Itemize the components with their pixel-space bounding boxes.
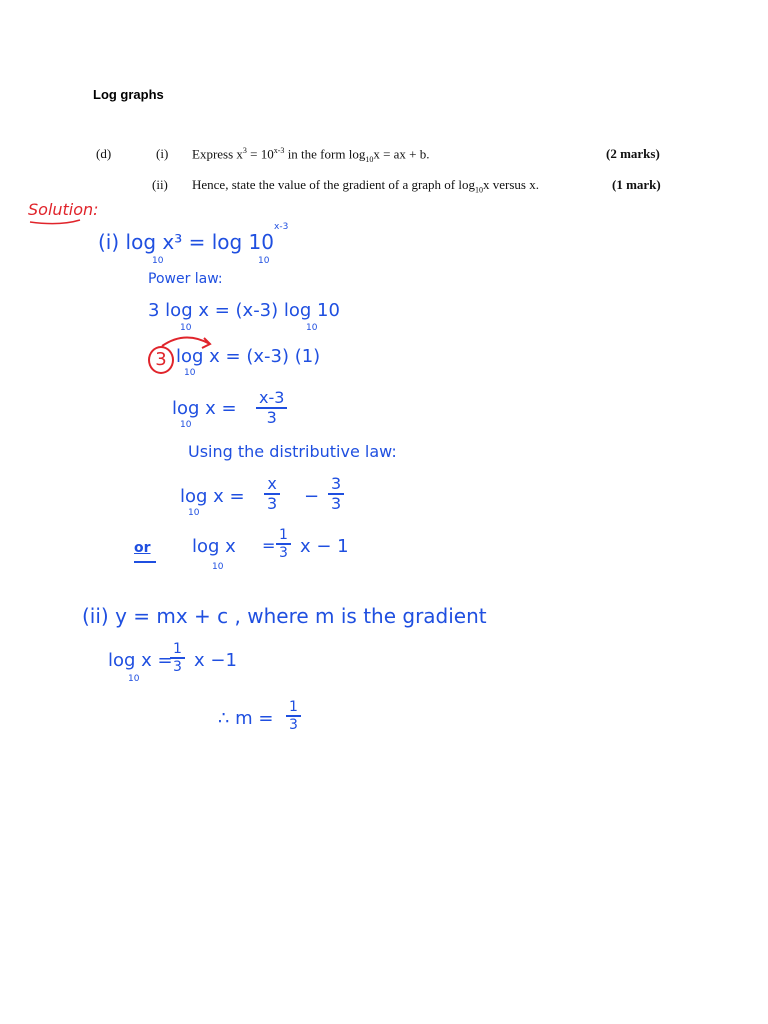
question-ii-label: (ii) <box>152 177 168 192</box>
arrow-curve-stroke <box>162 337 210 346</box>
work-line-3-sub: 10 <box>184 368 196 378</box>
work-line-4-fraction: $\frac{x-3}{3}$ <box>256 390 287 426</box>
work-line-2-sub-b: 10 <box>306 323 318 333</box>
work-line-6-sub: 10 <box>212 562 224 572</box>
work-line-1: (i) log x³ = log 10 <box>98 230 274 254</box>
work-line-3: log x = (x-3) (1) <box>176 346 321 367</box>
work-line-7-sub: 10 <box>128 674 140 684</box>
work-line-5: log x = <box>180 486 245 507</box>
solution-underline-stroke <box>30 220 80 224</box>
work-line-4: log x = <box>172 398 237 419</box>
question-ii-text: Hence, state the value of the gradient of a graph of $\log_{10}x$ versus x. <box>192 177 539 195</box>
work-line-5-fraction-b: $\frac{3}{3}$ <box>328 476 344 512</box>
question-i-label: (i) <box>156 146 169 161</box>
solution-label: Solution: <box>28 200 99 219</box>
page-heading: Log graphs <box>93 87 164 102</box>
work-line-5-minus: − <box>304 486 320 507</box>
work-line-6: log x <box>192 536 236 557</box>
or-label: or <box>134 540 151 556</box>
work-line-1-sub-a: 10 <box>152 256 164 266</box>
work-part-ii-heading: (ii) y = mx + c , where m is the gradient <box>82 604 487 628</box>
distributive-law-note: Using the distributive law: <box>188 442 397 461</box>
work-line-7-fraction: $\frac{1}{3}$ <box>170 642 185 674</box>
work-line-1-sub-b: 10 <box>258 256 270 266</box>
work-line-5-sub: 10 <box>188 508 200 518</box>
circled-coefficient: 3 <box>148 346 174 374</box>
question-i-marks: (2 marks) <box>606 146 660 161</box>
work-line-7-rest: x −1 <box>194 650 237 671</box>
work-line-6-rest: x − 1 <box>300 536 349 557</box>
work-line-6-fraction: $\frac{1}{3}$ <box>276 528 291 560</box>
question-part-label: (d) <box>96 146 112 161</box>
work-line-2: 3 log x = (x-3) log 10 <box>148 300 340 321</box>
work-line-7: log x = <box>108 650 173 671</box>
gradient-fraction: $\frac{1}{3}$ <box>286 700 301 732</box>
work-line-2-sub-a: 10 <box>180 323 192 333</box>
work-line-6-equals: = <box>262 536 276 555</box>
therefore-line: ∴ m = <box>218 708 274 729</box>
work-line-4-sub: 10 <box>180 420 192 430</box>
work-line-1-exponent: x-3 <box>274 222 289 232</box>
work-line-5-fraction-a: $\frac{x}{3}$ <box>264 476 280 512</box>
power-law-note: Power law: <box>148 271 223 287</box>
question-i-text: Express $x^3 = 10^{x-3}$ in the form $\log_{10}x$ = ax + b. <box>192 146 430 164</box>
question-ii-marks: (1 mark) <box>612 177 661 192</box>
